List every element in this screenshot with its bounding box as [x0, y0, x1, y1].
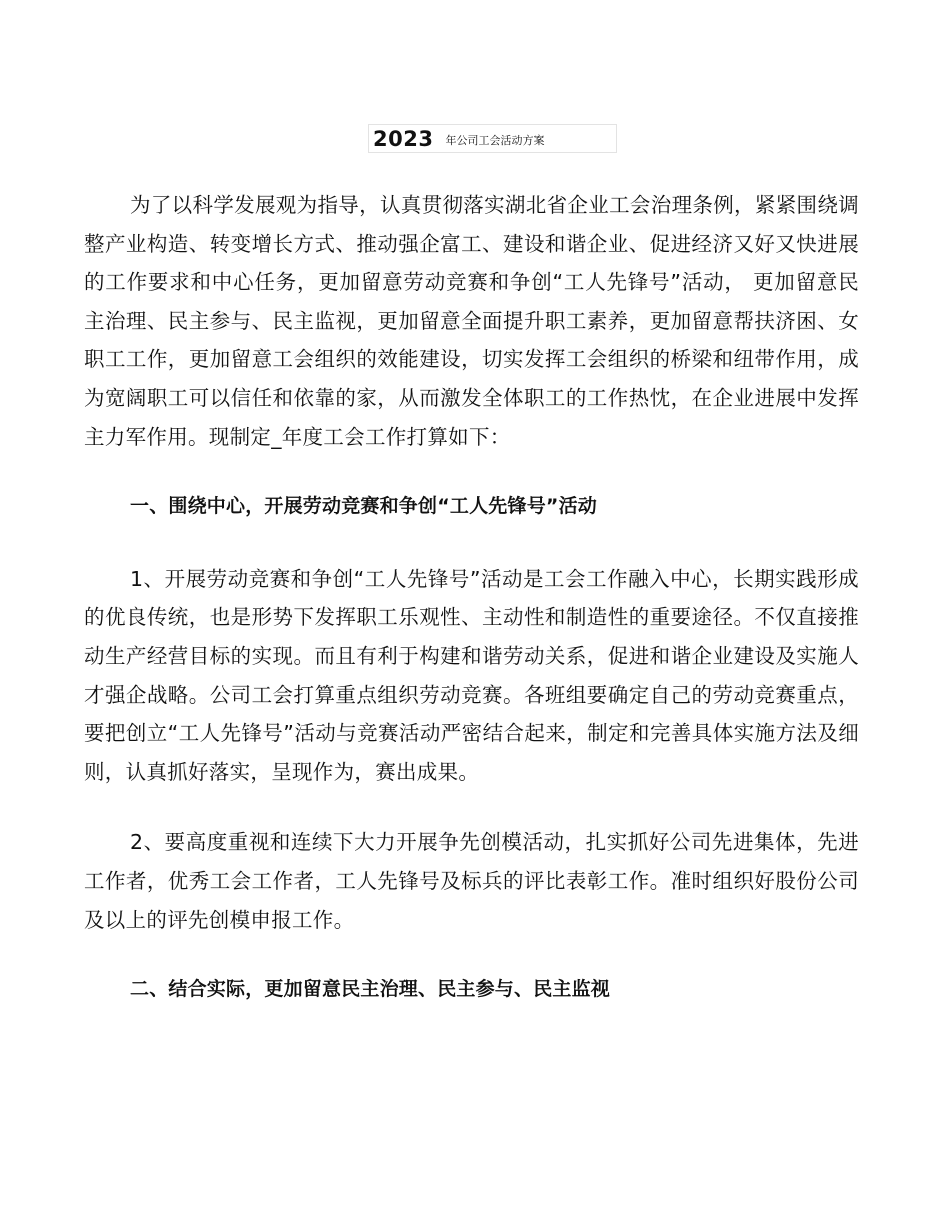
- intro-paragraph: 为了以科学发展观为指导，认真贯彻落实湖北省企业工会治理条例，紧紧围绕调整产业构造、转变增长方式、推动强企富工、建设和谐企业、促进经济又好又快进展的工作要求和中心任务，更加留意劳动竞赛和争创“工人先锋号”活动， 更加留意民主治理、民主参与、民主监视，更加留意全面提升职工素养，更加留意帮扶济困、女职工工作，更加留意工会组织的效能建设，切实发挥工会组织的桥梁和纽带作用，成为宽阔职工可以信任和依靠的家，从而激发全体职工的工作热忱，在企业进展中发挥主力军作用。现制定_年度工会工作打算如下：: [84, 193, 859, 449]
- title-text: 年公司工会活动方案: [445, 133, 545, 147]
- body-paragraph-1: 1、开展劳动竞赛和争创“工人先锋号”活动是工会工作融入中心，长期实践形成的优良传统，也是形势下发挥职工乐观性、主动性和制造性的重要途径。不仅直接推动生产经营目标的实现。而且有利于构建和谐劳动关系，促进和谐企业建设及实施人才强企战略。公司工会打算重点组织劳动竞赛。各班组要确定自己的劳动竞赛重点，要把创立“工人先锋号”活动与竞赛活动严密结合起来，制定和完善具体实施方法及细则，认真抓好落实，呈现作为，赛出成果。: [84, 566, 859, 784]
- body-paragraph-2: 2、要高度重视和连续下大力开展争先创模活动，扎实抓好公司先进集体，先进工作者，优秀工会工作者，工人先锋号及标兵的评比表彰工作。准时组织好股份公司及以上的评先创模申报工作。: [84, 830, 859, 932]
- document-title: [368, 124, 617, 153]
- section-heading-1: 一、围绕中心，开展劳动竞赛和争创“工人先锋号”活动: [130, 495, 597, 518]
- section-heading-2: 二、结合实际，更加留意民主治理、民主参与、民主监视: [130, 978, 611, 1001]
- document-body: [84, 186, 859, 1009]
- title-year: 2023: [373, 126, 434, 151]
